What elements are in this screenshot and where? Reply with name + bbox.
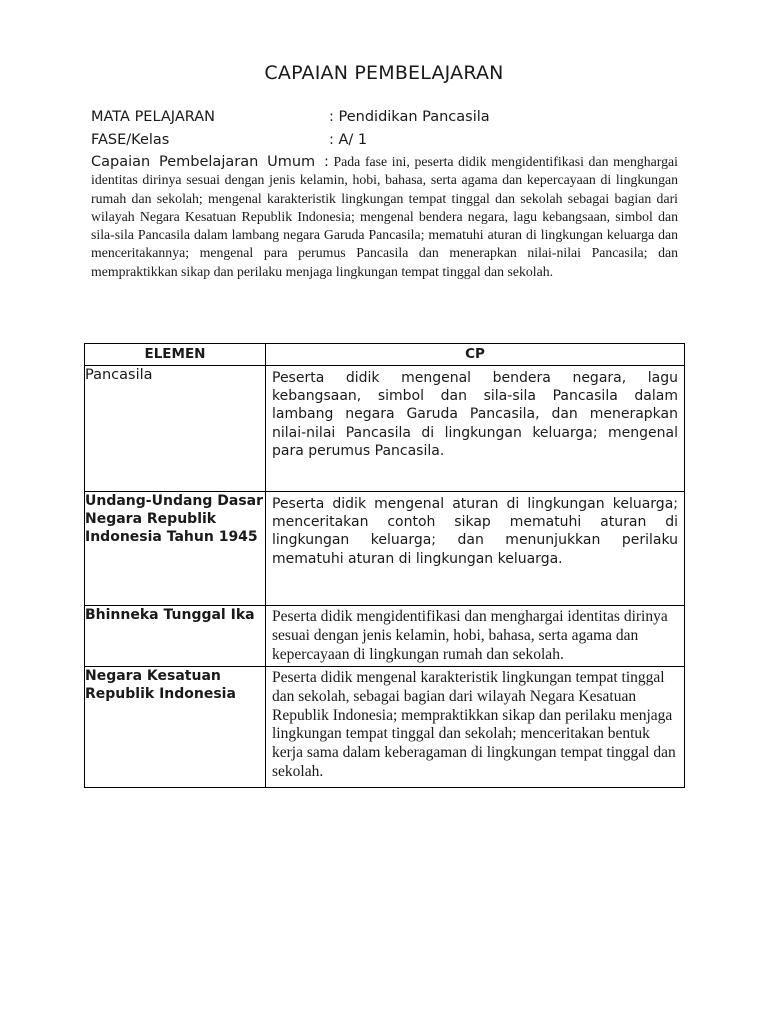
table-row [85,606,685,667]
meta-phase-label: FASE/Kelas [91,132,170,148]
general-outcome-label: Capaian Pembelajaran Umum : [91,154,329,170]
meta-phase-value: : A/ 1 [329,132,368,148]
table-row [85,667,685,788]
elemen-text: Negara Kesatuan Republik Indonesia [85,668,236,702]
meta-subject-row [91,109,490,125]
elemen-cell [85,606,266,667]
general-outcome-text: Pada fase ini, peserta didik mengidentifikasi dan menghargai identitas dirinya sesuai dengan jenis kelamin, hobi, bahasa, serta agama dan kepercayaan di lingkungan rumah dan sekolah; mengenal karakteristik lingkungan tempat tinggal dan sekolah sebagai bagian dari wilayah Negara Kesatuan Republik Indonesia; mengenal bendera negara, lagu kebangsaan, simbol dan sila-sila Pancasila dalam lambang negara Garuda Pancasila; mematuhi aturan di lingkungan keluarga dan menceritakannya; mengenal para perumus Pancasila dan menerapkan nilai-nilai Pancasila; dan mempraktikkan sikap dan perilaku menjaga lingkungan tempat tinggal dan sekolah. [91,154,679,279]
header-cp: CP [266,344,685,366]
table-header-row [85,344,685,366]
header-elemen: ELEMEN [85,344,266,366]
outcome-table [84,343,685,788]
cp-text: Peserta didik mengenal bendera negara, lagu kebangsaan, simbol dan sila-sila Pancasila dalam lambang negara Garuda Pancasila, dan menerapkan nilai-nilai Pancasila di lingkungan keluarga; mengenal para perumus Pancasila. [272,370,678,459]
cp-cell [266,366,685,492]
elemen-cell [85,667,266,788]
cp-cell [266,606,685,667]
page-title: CAPAIAN PEMBELAJARAN [264,62,504,84]
cp-cell [266,492,685,606]
elemen-text: Bhinneka Tunggal Ika [85,607,255,623]
meta-phase-row [91,132,367,148]
cp-text: Peserta didik mengenal aturan di lingkungan keluarga; menceritakan contoh sikap mematuhi aturan di lingkungan keluarga; dan menunjukkan perilaku mematuhi aturan di lingkungan keluarga. [272,496,678,567]
table-row [85,366,685,492]
meta-subject-value: : Pendidikan Pancasila [329,109,490,125]
table-row [85,492,685,606]
elemen-cell [85,492,266,606]
cp-cell [266,667,685,788]
cp-text: Peserta didik mengidentifikasi dan menghargai identitas dirinya sesuai dengan jenis kelamin, hobi, bahasa, serta agama dan kepercayaan di lingkungan rumah dan sekolah. [272,608,668,663]
meta-subject-label: MATA PELAJARAN [91,109,215,125]
cp-text: Peserta didik mengenal karakteristik lingkungan tempat tinggal dan sekolah, sebagai bagian dari wilayah Negara Kesatuan Republik Indonesia; mempraktikkan sikap dan perilaku menjaga lingkungan tempat tinggal dan sekolah; menceritakan bentuk kerja sama dalam keberagaman di lingkungan tempat tinggal dan sekolah. [272,669,676,780]
elemen-text: Pancasila [85,367,153,383]
general-learning-outcome [91,153,678,281]
elemen-text: Undang-Undang Dasar Negara Republik Indonesia Tahun 1945 [85,493,264,545]
elemen-cell [85,366,266,492]
